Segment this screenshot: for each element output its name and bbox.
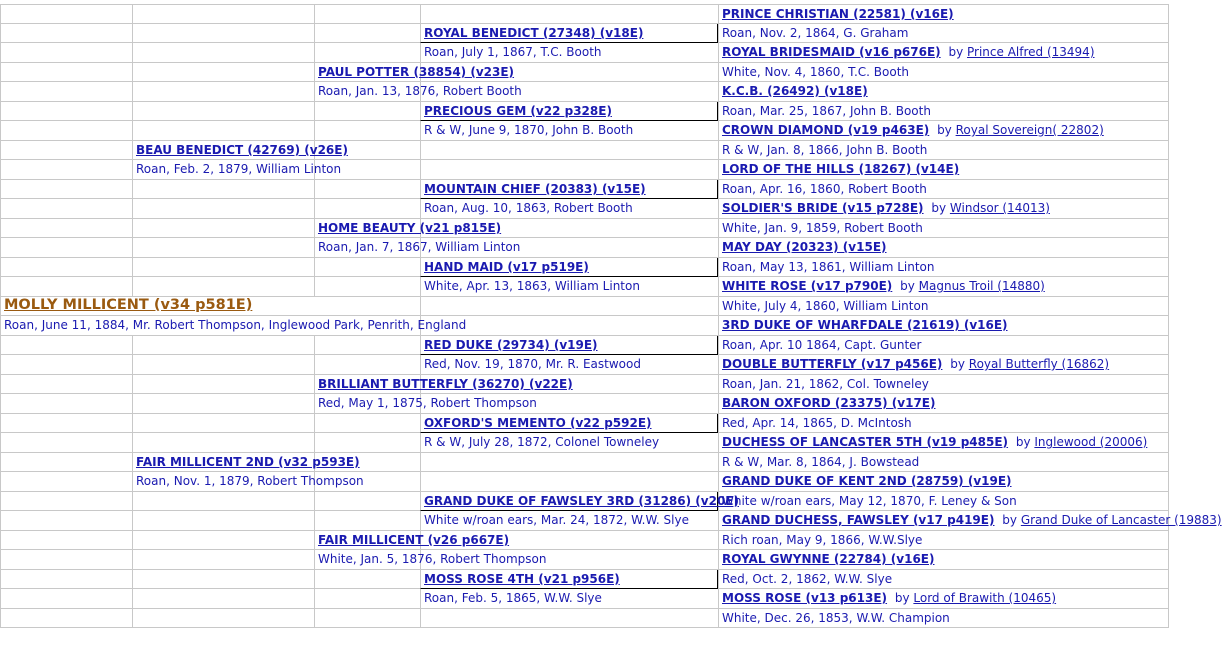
ancestor-name-link[interactable]: LORD OF THE HILLS (18267) (v14E) <box>722 162 960 176</box>
empty-cell <box>132 102 314 121</box>
g4-info-cell <box>718 63 1169 82</box>
empty-cell <box>0 589 132 609</box>
g2-info-cell <box>314 394 537 414</box>
g2-info-cell <box>314 82 522 102</box>
sire-prefix: by <box>1012 435 1035 449</box>
ancestor-name-link[interactable]: GRAND DUKE OF FAWSLEY 3RD (31286) (v20E) <box>424 494 739 508</box>
empty-cell <box>132 258 314 277</box>
empty-cell <box>314 43 420 63</box>
g2-name-cell <box>314 63 515 82</box>
empty-cell <box>0 550 132 570</box>
empty-cell <box>314 24 420 43</box>
ancestor-info: Roan, Nov. 2, 1864, G. Graham <box>722 26 909 40</box>
empty-cell <box>132 355 314 375</box>
ancestor-info: Roan, Jan. 7, 1867, William Linton <box>318 240 521 254</box>
g3-info-cell <box>420 121 718 141</box>
g4-info-cell <box>718 531 1169 550</box>
empty-cell <box>0 160 132 180</box>
ancestor-info: R & W, June 9, 1870, John B. Booth <box>424 123 634 137</box>
g3-name-cell <box>420 102 718 121</box>
empty-cell <box>314 199 420 219</box>
ancestor-name-link[interactable]: PRECIOUS GEM (v22 p328E) <box>424 104 612 118</box>
empty-cell <box>132 43 314 63</box>
empty-cell <box>132 336 314 355</box>
empty-cell <box>0 355 132 375</box>
sire-link[interactable]: Prince Alfred (13494) <box>967 45 1095 59</box>
ancestor-info: Red, May 1, 1875, Robert Thompson <box>318 396 537 410</box>
empty-cell <box>0 24 132 43</box>
g4-info-cell <box>718 258 1169 277</box>
g4-info-cell <box>718 102 1169 121</box>
empty-cell <box>314 180 420 199</box>
empty-cell <box>132 238 314 258</box>
parent-info: Roan, Feb. 2, 1879, William Linton <box>136 162 342 176</box>
ancestor-info: Red, Apr. 14, 1865, D. McIntosh <box>722 416 912 430</box>
g1-name-cell <box>132 453 360 472</box>
ancestor-info: White, July 4, 1860, William Linton <box>722 299 929 313</box>
ancestor-info: Roan, Aug. 10, 1863, Robert Booth <box>424 201 633 215</box>
empty-cell <box>0 4 132 24</box>
g4-name-cell <box>718 43 1169 63</box>
g3-name-cell <box>420 336 718 355</box>
empty-cell <box>314 258 420 277</box>
ancestor-name-link[interactable]: MOSS ROSE (v13 p613E) <box>722 591 888 605</box>
ancestor-name-link[interactable]: ROYAL BRIDESMAID (v16 p676E) <box>722 45 941 59</box>
sire-link[interactable]: Grand Duke of Lancaster (19883) <box>1020 513 1222 527</box>
g4-name-cell <box>718 550 1169 570</box>
empty-cell <box>0 336 132 355</box>
ancestor-info: Roan, July 1, 1867, T.C. Booth <box>424 45 602 59</box>
empty-cell <box>0 258 132 277</box>
empty-cell <box>132 550 314 570</box>
g4-name-cell <box>718 199 1169 219</box>
empty-cell <box>132 492 314 511</box>
empty-cell <box>0 180 132 199</box>
empty-cell <box>420 160 718 180</box>
ancestor-info: White, Jan. 5, 1876, Robert Thompson <box>318 552 547 566</box>
ancestor-name-link[interactable]: PAUL POTTER (38854) (v23E) <box>318 65 515 79</box>
g1-info-cell <box>132 160 342 180</box>
sire-link[interactable]: Windsor (14013) <box>949 201 1050 215</box>
empty-cell <box>132 219 314 238</box>
g4-info-cell <box>718 570 1169 589</box>
g2-name-cell <box>314 219 502 238</box>
subject-name-link[interactable]: MOLLY MILLICENT (v34 p581E) <box>4 297 253 313</box>
g4-name-cell <box>718 277 1169 297</box>
sire-prefix: by <box>998 513 1021 527</box>
empty-cell <box>314 492 420 511</box>
g4-name-cell <box>718 394 1169 414</box>
g3-name-cell <box>420 258 718 277</box>
empty-cell <box>0 531 132 550</box>
ancestor-name-link[interactable]: BARON OXFORD (23375) (v17E) <box>722 396 936 410</box>
empty-cell <box>0 394 132 414</box>
g4-info-cell <box>718 297 1169 316</box>
empty-cell <box>132 180 314 199</box>
g3-info-cell <box>420 43 718 63</box>
g2-name-cell <box>314 375 573 394</box>
g4-info-cell <box>718 180 1169 199</box>
ancestor-info: White, Dec. 26, 1853, W.W. Champion <box>722 611 950 625</box>
ancestor-name-link[interactable]: ROYAL GWYNNE (22784) (v16E) <box>722 552 935 566</box>
empty-cell <box>132 82 314 102</box>
empty-cell <box>0 141 132 160</box>
empty-cell <box>0 453 132 472</box>
g1-name-cell <box>132 141 348 160</box>
ancestor-info: Red, Nov. 19, 1870, Mr. R. Eastwood <box>424 357 641 371</box>
empty-cell <box>132 121 314 141</box>
empty-cell <box>314 414 420 433</box>
ancestor-name-link[interactable]: HAND MAID (v17 p519E) <box>424 260 589 274</box>
ancestor-info: Roan, Jan. 13, 1876, Robert Booth <box>318 84 522 98</box>
pedigree-table <box>0 4 1222 654</box>
g4-info-cell <box>718 375 1169 394</box>
empty-cell <box>420 472 718 492</box>
empty-cell <box>314 511 420 531</box>
empty-cell <box>0 82 132 102</box>
sire-link[interactable]: Royal Butterfly (16862) <box>968 357 1110 371</box>
ancestor-name-link[interactable]: HOME BEAUTY (v21 p815E) <box>318 221 502 235</box>
ancestor-info: R & W, Mar. 8, 1864, J. Bowstead <box>722 455 920 469</box>
ancestor-info: Roan, Apr. 16, 1860, Robert Booth <box>722 182 927 196</box>
sire-prefix: by <box>946 357 969 371</box>
empty-cell <box>0 609 132 628</box>
empty-cell <box>0 414 132 433</box>
subject-name-cell <box>0 297 420 316</box>
sire-prefix: by <box>933 123 956 137</box>
empty-cell <box>314 589 420 609</box>
ancestor-info: Roan, Jan. 21, 1862, Col. Towneley <box>722 377 929 391</box>
empty-cell <box>132 531 314 550</box>
g4-info-cell <box>718 141 1169 160</box>
g3-name-cell <box>420 180 718 199</box>
ancestor-name-link[interactable]: OXFORD'S MEMENTO (v22 p592E) <box>424 416 652 430</box>
ancestor-name-link[interactable]: GRAND DUCHESS, FAWSLEY (v17 p419E) <box>722 513 995 527</box>
g4-info-cell <box>718 609 1169 628</box>
empty-cell <box>0 43 132 63</box>
ancestor-info: White w/roan ears, Mar. 24, 1872, W.W. Slye <box>424 513 689 527</box>
ancestor-info: White w/roan ears, May 12, 1870, F. Leney & Son <box>722 494 1017 508</box>
empty-cell <box>132 24 314 43</box>
ancestor-name-link[interactable]: GRAND DUKE OF KENT 2ND (28759) (v19E) <box>722 474 1012 488</box>
ancestor-name-link[interactable]: MAY DAY (20323) (v15E) <box>722 240 887 254</box>
empty-cell <box>132 375 314 394</box>
g4-name-cell <box>718 121 1169 141</box>
empty-cell <box>132 4 314 24</box>
empty-cell <box>0 199 132 219</box>
ancestor-info: White, Nov. 4, 1860, T.C. Booth <box>722 65 910 79</box>
empty-cell <box>314 121 420 141</box>
ancestor-name-link[interactable]: WHITE ROSE (v17 p790E) <box>722 279 893 293</box>
ancestor-name-link[interactable]: SOLDIER'S BRIDE (v15 p728E) <box>722 201 924 215</box>
g3-info-cell <box>420 433 718 453</box>
sire-link[interactable]: Lord of Brawith (10465) <box>913 591 1057 605</box>
g4-info-cell <box>718 414 1169 433</box>
empty-cell <box>132 394 314 414</box>
parent-name-link[interactable]: FAIR MILLICENT 2ND (v32 p593E) <box>136 455 360 469</box>
empty-cell <box>132 570 314 589</box>
empty-cell <box>420 141 718 160</box>
g4-info-cell <box>718 336 1169 355</box>
g3-name-cell <box>420 24 718 43</box>
ancestor-name-link[interactable]: CROWN DIAMOND (v19 p463E) <box>722 123 930 137</box>
empty-cell <box>132 199 314 219</box>
ancestor-info: R & W, Jan. 8, 1866, John B. Booth <box>722 143 928 157</box>
sire-prefix: by <box>927 201 950 215</box>
ancestor-name-link[interactable]: MOSS ROSE 4TH (v21 p956E) <box>424 572 620 586</box>
empty-cell <box>314 355 420 375</box>
g3-name-cell <box>420 492 739 511</box>
g2-info-cell <box>314 550 547 570</box>
empty-cell <box>314 433 420 453</box>
ancestor-info: Roan, Feb. 5, 1865, W.W. Slye <box>424 591 602 605</box>
ancestor-info: R & W, July 28, 1872, Colonel Towneley <box>424 435 660 449</box>
g4-name-cell <box>718 316 1169 336</box>
empty-cell <box>420 609 718 628</box>
ancestor-name-link[interactable]: FAIR MILLICENT (v26 p667E) <box>318 533 510 547</box>
empty-cell <box>0 102 132 121</box>
empty-cell <box>0 238 132 258</box>
empty-cell <box>314 102 420 121</box>
ancestor-name-link[interactable]: PRINCE CHRISTIAN (22581) (v16E) <box>722 7 954 21</box>
ancestor-name-link[interactable]: MOUNTAIN CHIEF (20383) (v15E) <box>424 182 646 196</box>
empty-cell <box>132 609 314 628</box>
empty-cell <box>0 121 132 141</box>
empty-cell <box>0 277 132 297</box>
empty-cell <box>314 4 420 24</box>
empty-cell <box>314 336 420 355</box>
sire-prefix: by <box>896 279 919 293</box>
empty-cell <box>132 433 314 453</box>
ancestor-name-link[interactable]: DOUBLE BUTTERFLY (v17 p456E) <box>722 357 943 371</box>
sire-link[interactable]: Magnus Troil (14880) <box>918 279 1045 293</box>
ancestor-info: Rich roan, May 9, 1866, W.W.Slye <box>722 533 923 547</box>
g4-name-cell <box>718 589 1169 609</box>
parent-name-link[interactable]: BEAU BENEDICT (42769) (v26E) <box>136 143 348 157</box>
g3-info-cell <box>420 199 718 219</box>
sire-prefix: by <box>891 591 914 605</box>
g3-info-cell <box>420 355 718 375</box>
g4-info-cell <box>718 24 1169 43</box>
empty-cell <box>132 277 314 297</box>
empty-cell <box>132 63 314 82</box>
subject-info: Roan, June 11, 1884, Mr. Robert Thompson, Inglewood Park, Penrith, England <box>4 318 467 332</box>
ancestor-name-link[interactable]: ROYAL BENEDICT (27348) (v18E) <box>424 26 644 40</box>
ancestor-name-link[interactable]: K.C.B. (26492) (v18E) <box>722 84 868 98</box>
g2-info-cell <box>314 238 521 258</box>
g3-name-cell <box>420 570 718 589</box>
empty-cell <box>0 570 132 589</box>
empty-cell <box>0 511 132 531</box>
g4-name-cell <box>718 511 1222 531</box>
empty-cell <box>420 297 718 316</box>
empty-cell <box>314 277 420 297</box>
sire-link[interactable]: Royal Sovereign( 22802) <box>955 123 1104 137</box>
empty-cell <box>0 63 132 82</box>
ancestor-info: Roan, May 13, 1861, William Linton <box>722 260 935 274</box>
ancestor-info: Roan, Apr. 10 1864, Capt. Gunter <box>722 338 922 352</box>
g4-name-cell <box>718 82 1169 102</box>
g4-info-cell <box>718 453 1169 472</box>
ancestor-name-link[interactable]: 3RD DUKE OF WHARFDALE (21619) (v16E) <box>722 318 1008 332</box>
empty-cell <box>132 414 314 433</box>
empty-cell <box>0 492 132 511</box>
g4-info-cell <box>718 492 1169 511</box>
ancestor-name-link[interactable]: DUCHESS OF LANCASTER 5TH (v19 p485E) <box>722 435 1009 449</box>
ancestor-info: White, Apr. 13, 1863, William Linton <box>424 279 640 293</box>
g4-name-cell <box>718 238 1169 258</box>
g3-name-cell <box>420 414 718 433</box>
g4-name-cell <box>718 4 1169 24</box>
empty-cell <box>0 433 132 453</box>
ancestor-name-link[interactable]: RED DUKE (29734) (v19E) <box>424 338 598 352</box>
empty-cell <box>314 609 420 628</box>
ancestor-name-link[interactable]: BRILLIANT BUTTERFLY (36270) (v22E) <box>318 377 573 391</box>
ancestor-info: Roan, Mar. 25, 1867, John B. Booth <box>722 104 931 118</box>
empty-cell <box>0 375 132 394</box>
g3-info-cell <box>420 511 718 531</box>
ancestor-info: White, Jan. 9, 1859, Robert Booth <box>722 221 923 235</box>
empty-cell <box>314 570 420 589</box>
empty-cell <box>132 511 314 531</box>
empty-cell <box>0 219 132 238</box>
parent-info: Roan, Nov. 1, 1879, Robert Thompson <box>136 474 364 488</box>
subject-info-cell <box>0 316 467 336</box>
g4-name-cell <box>718 472 1169 492</box>
g4-name-cell <box>718 355 1169 375</box>
ancestor-info: Red, Oct. 2, 1862, W.W. Slye <box>722 572 893 586</box>
sire-link[interactable]: Inglewood (20006) <box>1034 435 1148 449</box>
empty-cell <box>0 472 132 492</box>
empty-cell <box>132 589 314 609</box>
g3-info-cell <box>420 277 718 297</box>
g4-name-cell <box>718 433 1169 453</box>
g1-info-cell <box>132 472 364 492</box>
g4-info-cell <box>718 219 1169 238</box>
empty-cell <box>420 453 718 472</box>
empty-cell <box>420 4 718 24</box>
g4-name-cell <box>718 160 1169 180</box>
g3-info-cell <box>420 589 718 609</box>
sire-prefix: by <box>944 45 968 59</box>
g2-name-cell <box>314 531 510 550</box>
